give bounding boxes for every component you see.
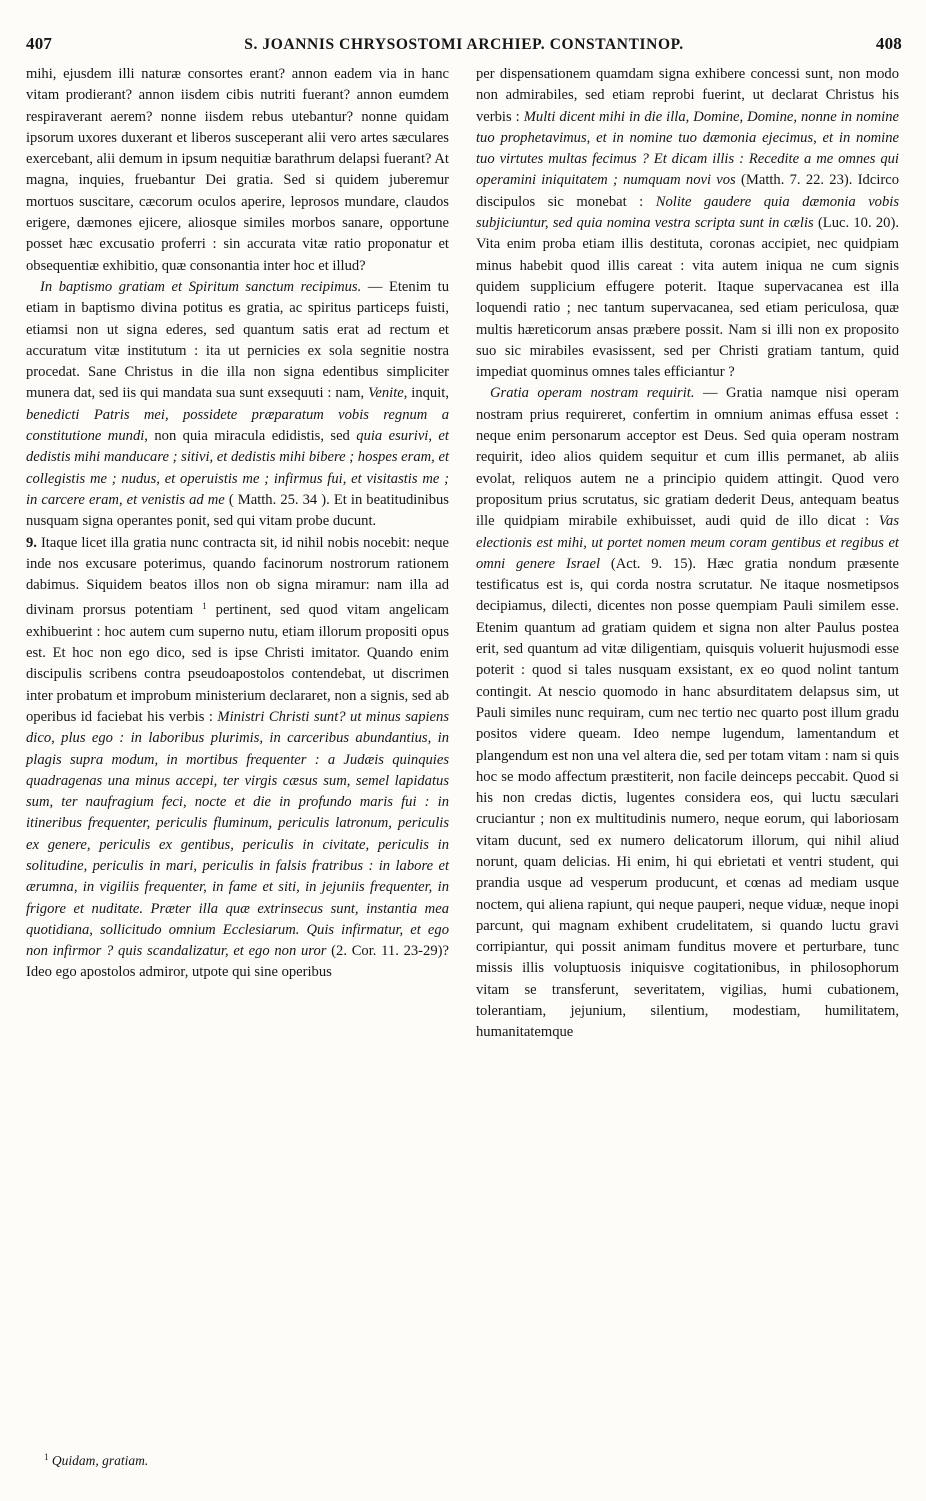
quotation: Vas electionis est mihi, ut portet nomen meum coram gentibus et regibus et omni genere Israel xyxy=(476,513,900,572)
right-column xyxy=(476,64,899,1044)
paragraph: Gratia operam nostram requirit. — Gratia namque nisi operam nostram prius requireret, confertim in omnium animas effusa esset : neque enim personarum acceptor est Deus. Sed quia operam nostram requirit, ideo alios quidem sequitur et cum illis permanet, ab aliis evolat, reliquos autem ne a principio quidem attingit. Quod vero propositum prius scrutatus, sic gratiam dederit Deus, antequam beatus ille quidpiam mirabile exhibuisset, audi quid de illo dicat : Vas electionis est mihi, ut portet nomen meum coram gentibus et regibus et omni genere Israel (Act. 9. 15). Hæc gratia nondum præsente testificatus est is, qui corda nostra scrutatur. Ne itaque nosmetipsos decipiamus, dilecti, dicentes non posse quempiam Pauli similem esse. Etenim quantum ad gratiam quidem et signa non alter Paulus postea erit, sed quantum ad vitæ diligentiam, quisquis voluerit hujusmodi esse poterit : quod si tales nusquam exsistant, ex eo quod nolint tantum contingit. At nescio quomodo in hanc absurditatem delapsus sim, ut Pauli similes nunc requiram, cum nec tertio nec quarto post illum gradu positos videre queam. Ideo nempe lugendum, lamentandum et plangendum est non una vel altera die, sed per totam vitam : nam si quis hoc se modo affectum præstiterit, non facile deinceps peccabit. Quod si his non credas dictis, lugentes considera eos, qui luctu sæculari cruciantur ; non ex multitudinis numero, neque eorum, qui laboriosam vitam ducunt, sed ex numero delicatorum illorum, qui nihil aliud norunt, quam delicias. Hi enim, hi qui ebrietati et ventri student, qui prandia usque ad vesperum producunt, et cœnas ad mediam usque noctem, qui aliena rapiunt, qui neque pauperi, neque viduæ, neque inopi parcunt, qui magnam exhibent crudelitatem, si quando luctu gravi corripiantur, qui possit animam funditus movere et perturbare, tunc missis illis voluptuosis iniquisve cogitationibus, in philosophorum vitam se transferunt, severitatem, vigilias, humi cubationem, tolerantiam, jejunium, silentium, modestiam, humilitatem, humanitatemque xyxy=(476,385,900,1041)
citation: (Luc. 10. 20). xyxy=(817,215,899,232)
running-title: S. JOANNIS CHRYSOSTOMI ARCHIEP. CONSTANTINOP. xyxy=(244,36,684,53)
paragraph: 9. Itaque licet illa gratia nunc contracta sit, id nihil nobis nocebit: neque inde nos excusare poterimus, quando facinorum nostrorum rationem dabimus. Siquidem beatos illos non ob signa miramur: nam illa ad divinam prorsus potentiam $^1$ pertinent, sed quod vitam angelicam exhibuerint : hoc autem cum superno nutu, etiam illorum propositi opus est. Et hoc non ego dico, sed is ipse Christi imitator. Quando enim discipulis scribens contra pseudoapostolos contendebat, ut discrimen inter probatum et improbum ministerium declararet, non a signis, sed ab operibus id faciebat his verbis : Ministri Christi sunt? ut minus sapiens dico, plus ego : in laboribus plurimis, in carceribus abundantius, in plagis supra modum, in mortibus frequenter : a Judæis quinquies quadragenas una minus accepi, ter virgis cæsus sum, semel lapidatus sum, ter naufragium feci, nocte et die in profundo maris fui : in itineribus frequenter, periculis fluminum, periculis latronum, periculis ex genere, periculis ex gentibus, periculis in civitate, periculis in solitudine, periculis in mari, periculis in falsis fratribus : in labore et ærumna, in vigiliis frequenter, in fame et siti, in jejuniis frequenter, in frigore et nuditate. Præter illa quæ extrinsecus sunt, instantia mea quotidiana, sollicitudo omnium Ecclesiarum. Quis infirmatur, et ego non infirmor ? quis scandalizatur, et ego non uror (2. Cor. 11. 23-29)? Ideo ego apostolos admiror, utpote qui sine operibus xyxy=(26,534,449,981)
quotation: quia esurivi, et dedistis mihi manducare ; sitivi, et dedistis mihi bibere ; hospes eram, et collegistis me ; nudus, et operuistis me ; infirmus fui, et visitastis me ; in carcere eram, et venistis ad me xyxy=(26,428,449,508)
quotation: Venite xyxy=(368,385,404,402)
citation: (Matth. 7. 22. 23). xyxy=(741,172,853,189)
footnote-number: 1 xyxy=(44,1452,49,1462)
running-header xyxy=(26,34,902,58)
paragraph: In baptismo gratiam et Spiritum sanctum recipimus. — Etenim tu etiam in baptismo divina potitus es gratia, ac spiritus particeps fuisti, etiamsi non ut signa ederes, sed quantum satis erat ad rectum et accuratum vitæ institutum : ita ut pernicies ex sola segnitie nostra procedat. Sane Christus in die illa non signa edentibus simpliciter munera dat, sed iis qui mandata sua sunt exsequuti : nam, Venite, inquit, benedicti Patris mei, possidete præparatum vobis regnum a constitutione mundi, non quia miracula edidistis, sed quia esurivi, et dedistis mihi manducare ; sitivi, et dedistis mihi bibere ; hospes eram, et collegistis me ; nudus, et operuistis me ; infirmus fui, et visitastis me ; in carcere eram, et venistis ad me ( Matth. 25. 34 ). Et in beatitudinibus nusquam signa operantes ponit, sed qui vitam probe ducunt. xyxy=(26,278,449,530)
quotation: Nolite gaudere quia dæmonia vobis subjiciuntur, sed quia nomina vestra scripta sunt in cælis xyxy=(476,193,899,232)
quotation: Ministri Christi sunt? ut minus sapiens dico, plus ego : in laboribus plurimis, in carceribus abundantius, in plagis supra modum, in mortibus frequenter : a Judæis quinquies quadragenas una minus accepi, ter virgis cæsus sum, semel lapidatus sum, ter naufragium feci, nocte et die in profundo maris fui : in itineribus frequenter, periculis fluminum, periculis latronum, periculis ex genere, periculis ex gentibus, periculis in civitate, periculis in solitudine, periculis in mari, periculis in falsis fratribus : in labore et ærumna, in vigiliis frequenter, in fame et siti, in jejuniis frequenter, in frigore et nuditate. Præter illa quæ extrinsecus sunt, instantia mea quotidiana, sollicitudo omnium Ecclesiarum. Quis infirmatur, et ego non infirmor ? quis scandalizatur, et ego non uror xyxy=(26,708,449,960)
section-heading: In baptismo gratiam et Spiritum sanctum recipimus. xyxy=(40,278,362,295)
citation: (2. Cor. 11. 23-29)? xyxy=(331,943,449,960)
page-number-left: 407 xyxy=(26,34,53,53)
footnote xyxy=(44,1452,148,1469)
quotation: benedicti Patris mei, possidete præparatum vobis regnum a constitutione mundi xyxy=(26,406,449,445)
section-heading: Gratia operam nostram requirit. xyxy=(490,385,695,402)
footnote-marker: 1 xyxy=(202,601,207,612)
paragraph: per dispensationem quamdam signa exhibere concessi sunt, non modo non admirabiles, sed etiam reprobi fuerint, ut declarat Christus his verbis : Multi dicent mihi in die illa, Domine, Domine, nonne in nomine tuo prophetavimus, et in nomine tuo dæmonia ejecimus, et in nomine tuo virtutes multas fecimus ? Et dicam illis : Recedite a me omnes qui operamini iniquitatem ; numquam novi vos (Matth. 7. 22. 23). Idcirco discipulos sic monebat : Nolite gaudere quia dæmonia vobis subjiciuntur, sed quia nomina vestra scripta sunt in cælis (Luc. 10. 20). Vita enim proba etiam illis destituta, coronas accipiet, nec quidpiam minus habebit quod illis careat : vita autem iniqua ne cum signis quidem supplicium effugere poterit. Itaque supervacanea est illa loquendi ratio ; nec tantum supervacanea, sed etiam periculosa, quæ multis hæreticorum ansas præbere possit. Nam si illi non ex proposito suo sic mirabiles evasissent, sed per Christi gratiam tantum, quid impediat quominus omnes tales efficiantur ? xyxy=(476,66,900,381)
citation: ( Matth. 25. 34 ). xyxy=(228,491,330,508)
page-number-right: 408 xyxy=(875,34,902,53)
paragraph: mihi, ejusdem illi naturæ consortes erant? annon eadem via in hanc vitam prodierant? annon iisdem cibis nutriti fuerant? annon eumdem respiraverant aerem? nonne iisdem rebus utebantur? nonne quidam ipsorum uxores duxerant et liberos susceperant alii vero artes sæculares exercebant, alii demum in ipsum nequitiæ barathrum delapsi fuerant? At magna, inquies, fruebantur Dei gratia. Sed si quidem juberemur mortuos suscitare, cæcorum oculos aperire, leprosos mundare, claudos erigere, dæmones ejicere, aliosque similes morbos sanare, opportune posset hæc excusatio proferri : sin accurata vitæ ratio proponatur et obsequentiæ exhibitio, quæ consonantia inter hoc et illud? xyxy=(26,66,449,274)
section-number: 9. xyxy=(26,534,37,551)
footnote-text: Quidam, gratiam. xyxy=(51,1453,149,1468)
left-column xyxy=(26,64,449,984)
citation: (Act. 9. 15). xyxy=(610,555,697,572)
quotation: Multi dicent mihi in die illa, Domine, Domine, nonne in nomine tuo prophetavimus, et in nomine tuo dæmonia ejecimus, et in nomine tuo virtutes multas fecimus ? Et dicam illis : Recedite a me omnes qui operamini iniquitatem ; numquam novi vos xyxy=(476,108,899,189)
